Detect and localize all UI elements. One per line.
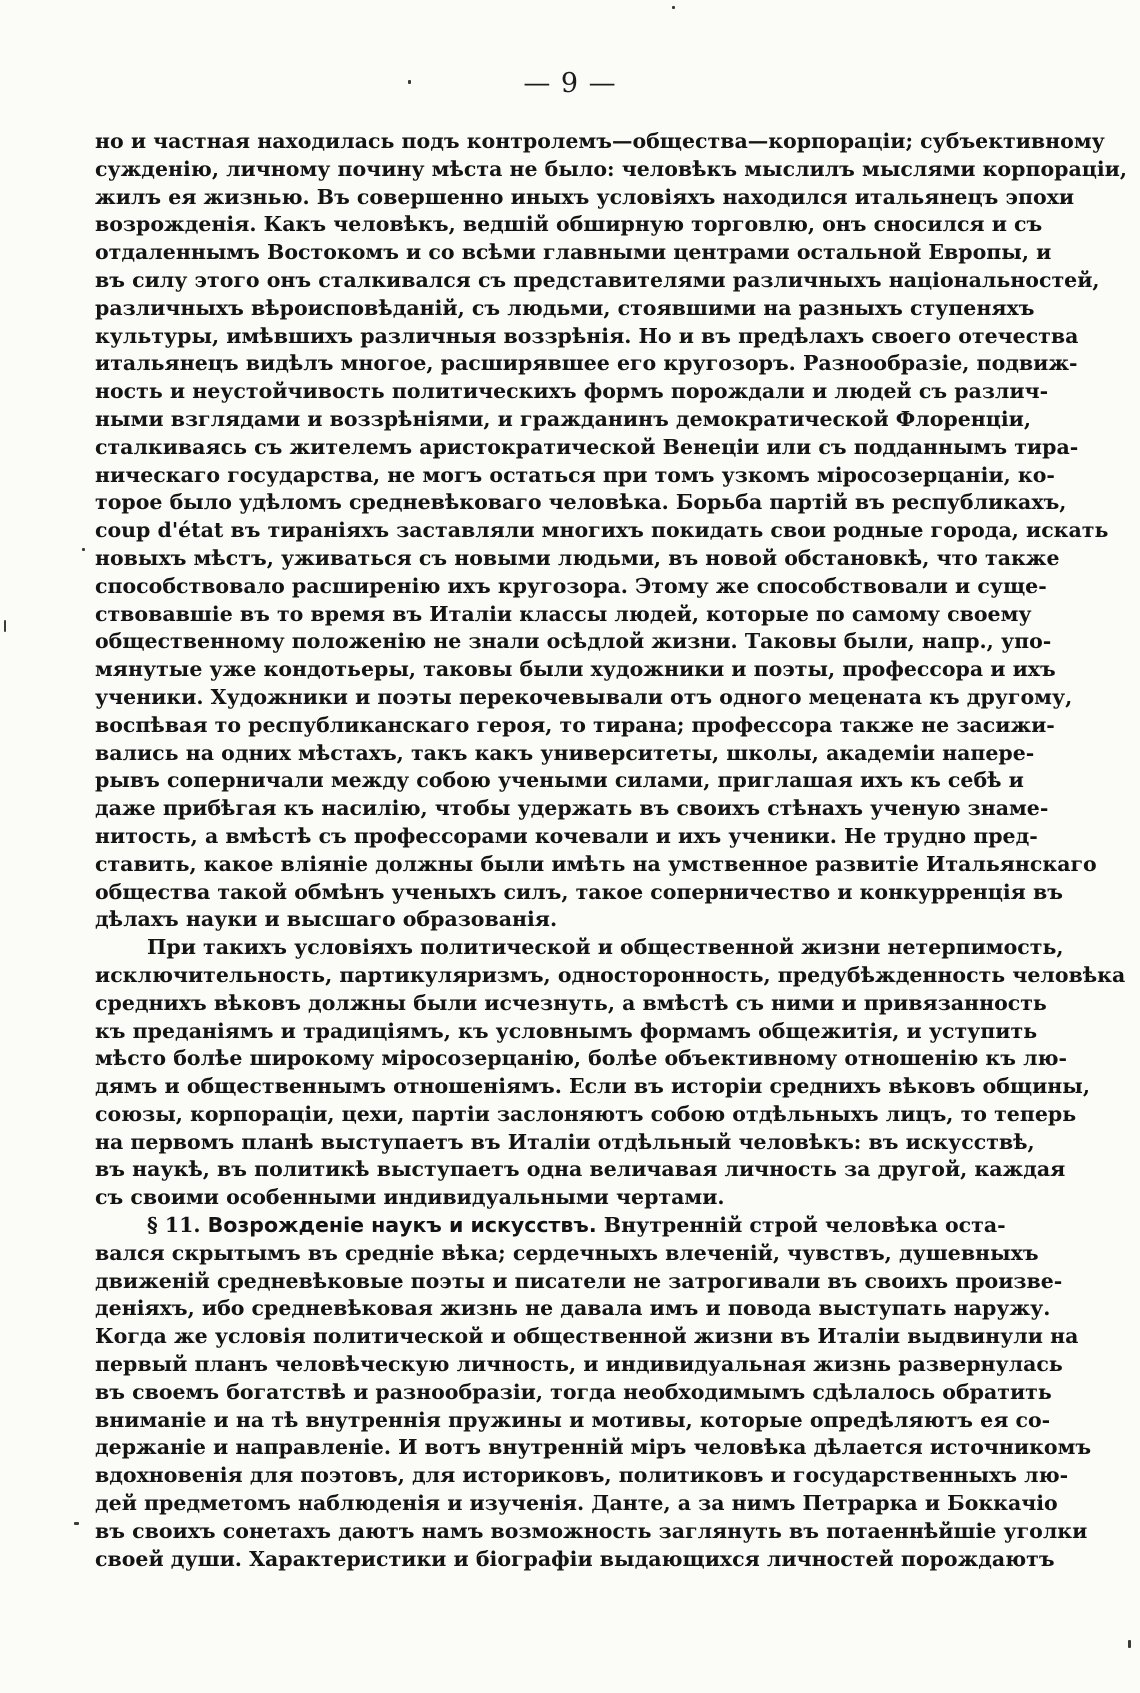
text-line: coup d'état въ тираніяхъ заставляли многихъ покидать свои родные города, искать [95, 518, 1109, 543]
section-heading: Возрожденіе наукъ и искусствъ. [207, 1213, 597, 1238]
scan-speck [74, 1522, 79, 1525]
text-line: съ своими особенными индивидуальными чертами. [95, 1185, 725, 1210]
text-line: первый планъ человѣческую личность, и индивидуальная жизнь развернулась [95, 1352, 1063, 1377]
text-line: жилъ ея жизнью. Въ совершенно иныхъ условіяхъ находился итальянецъ эпохи [95, 184, 1075, 209]
text-line: ствовавшіе въ то время въ Италіи классы людей, которые по самому своему [95, 601, 1032, 626]
text-line: въ силу этого онъ сталкивался съ представителями различныхъ національностей, [95, 267, 1100, 292]
text-line: дямъ и общественнымъ отношеніямъ. Если въ исторіи среднихъ вѣковъ общины, [95, 1074, 1090, 1099]
text-line: возрожденія. Какъ человѣкъ, ведшій обширную торговлю, онъ сносился и съ [95, 212, 1043, 237]
body-text [95, 128, 1128, 1573]
text-line: ническаго государства, не могъ остаться при томъ узкомъ міросозерцаніи, ко- [95, 462, 1055, 487]
paragraph [95, 128, 1128, 934]
text-line: нитость, а вмѣстѣ съ профессорами кочевали и ихъ ученики. Не трудно пред- [95, 823, 1038, 848]
text-line: торое было удѣломъ средневѣковаго человѣка. Борьба партій въ республикахъ, [95, 490, 1067, 515]
text-line: союзы, корпораціи, цехи, партіи заслоняютъ собою отдѣльныхъ лицъ, то теперь [95, 1101, 1077, 1126]
scan-speck [672, 6, 675, 9]
text-line: итальянецъ видѣлъ многое, расширявшее его кругозоръ. Разнообразіе, подвиж- [95, 351, 1078, 376]
text-line: ными взглядами и воззрѣніями, и гражданинъ демократической Флоренціи, [95, 406, 1032, 431]
text-line: Внутренній строй человѣка оста- [603, 1213, 1006, 1238]
text-line: въ своемъ богатствѣ и разнообразіи, тогда необходимымъ сдѣлалось обратить [95, 1379, 1052, 1404]
text-line: культуры, имѣвшихъ различныя воззрѣнія. Но и въ предѣлахъ своего отечества [95, 323, 1079, 348]
text-line: среднихъ вѣковъ должны были исчезнуть, а вмѣстѣ съ ними и привязанность [95, 990, 1047, 1015]
text-line: мянутые уже кондотьеры, таковы были художники и поэты, профессора и ихъ [95, 657, 1056, 682]
section-heading-line [95, 1212, 1006, 1240]
text-line: мѣсто болѣе широкому міросозерцанію, болѣе объективному отношенію къ лю- [95, 1046, 1068, 1071]
text-line: новыхъ мѣстъ, уживаться съ новыми людьми, въ новой обстановкѣ, что также [95, 545, 1060, 570]
text-line: способствовало расширенію ихъ кругозора. Этому же способствовали и суще- [95, 573, 1047, 598]
scan-speck [82, 548, 85, 551]
section-number: § 11. [147, 1213, 201, 1238]
text-line: вниманіе и на тѣ внутреннія пружины и мотивы, которые опредѣляютъ ея со- [95, 1407, 1051, 1432]
text-line: движеній средневѣковые поэты и писатели не затрогивали въ своихъ произве- [95, 1268, 1063, 1293]
text-line: При такихъ условіяхъ политической и общественной жизни нетерпимость, [147, 935, 1064, 960]
text-line: дѣлахъ науки и высшаго образованія. [95, 907, 558, 932]
text-line: общественному положенію не знали осѣдлой жизни. Таковы были, напр., упо- [95, 629, 1052, 654]
text-line: въ своихъ сонетахъ даютъ намъ возможность заглянуть въ потаеннѣйшіе уголки [95, 1518, 1088, 1543]
text-line: отдаленнымъ Востокомъ и со всѣми главными центрами остальной Европы, и [95, 240, 1052, 265]
text-line: вдохновенія для поэтовъ, для историковъ, политиковъ и государственныхъ лю- [95, 1463, 1069, 1488]
text-line: своей души. Характеристики и біографіи выдающихся личностей порождаютъ [95, 1546, 1055, 1571]
scan-speck [1128, 1640, 1131, 1648]
text-line: въ наукѣ, въ политикѣ выступаетъ одна величавая личность за другой, каждая [95, 1157, 1066, 1182]
paragraph [95, 934, 1126, 1212]
page-number: — 9 — [523, 68, 617, 99]
text-line: дей предметомъ наблюденія и изученія. Данте, а за нимъ Петрарка и Боккачіо [95, 1491, 1058, 1516]
text-line: къ преданіямъ и традиціямъ, къ условнымъ формамъ общежитія, и уступить [95, 1018, 1038, 1043]
text-line: Когда же условія политической и общественной жизни въ Италіи выдвинули на [95, 1324, 1079, 1349]
text-line: различныхъ вѣроисповѣданій, съ людьми, стоявшими на разныхъ ступеняхъ [95, 295, 1035, 320]
text-line: деніяхъ, ибо средневѣковая жизнь не давала имъ и повода выступать наружу. [95, 1296, 1051, 1321]
text-line: ставить, какое вліяніе должны были имѣть на умственное развитіе Итальянскаго [95, 851, 1097, 876]
text-line: ученики. Художники и поэты перекочевывали отъ одного мецената къ другому, [95, 684, 1073, 709]
text-line: ность и неустойчивость политическихъ формъ порождали и людей съ различ- [95, 379, 1049, 404]
scan-speck [4, 620, 6, 632]
text-line: но и частная находилась подъ контролемъ—общества—корпораціи; субъективному [95, 129, 1105, 153]
text-line: общества такой обмѣнъ ученыхъ силъ, такое соперничество и конкурренція въ [95, 879, 1063, 904]
text-line: держаніе и направленіе. И вотъ внутренній міръ человѣка дѣлается источникомъ [95, 1435, 1092, 1460]
text-line: исключительность, партикуляризмъ, односторонность, предубѣжденность человѣка [95, 962, 1126, 987]
text-line: сталкиваясь съ жителемъ аристократической Венеціи или съ подданнымъ тира- [95, 434, 1079, 459]
section-11 [95, 1212, 1092, 1573]
text-line: воспѣвая то республиканскаго героя, то тирана; профессора также не засижи- [95, 712, 1055, 737]
text-line: вался скрытымъ въ средніе вѣка; сердечныхъ влеченій, чувствъ, душевныхъ [95, 1240, 1039, 1265]
text-line: рывъ соперничали между собою учеными силами, приглашая ихъ къ себѣ и [95, 768, 1024, 793]
text-line: вались на одних мѣстахъ, такъ какъ университеты, школы, академіи напере- [95, 740, 1035, 765]
text-line: даже прибѣгая къ насилію, чтобы удержать въ своихъ стѣнахъ ученую знаме- [95, 796, 1049, 821]
text-line: на первомъ планѣ выступаетъ въ Италіи отдѣльный человѣкъ: въ искусствѣ, [95, 1129, 1035, 1154]
text-line: сужденію, личному почину мѣста не было: человѣкъ мыслилъ мыслями корпораціи, [95, 156, 1128, 181]
